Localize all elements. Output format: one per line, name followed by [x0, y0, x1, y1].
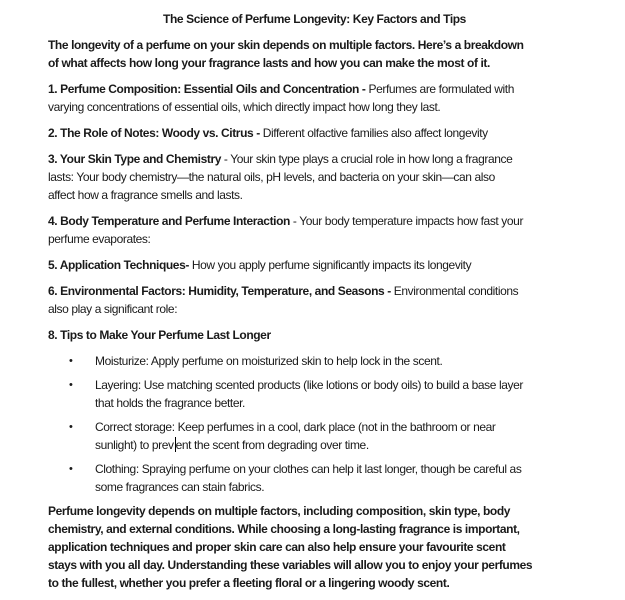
bold-text: 2. The Role of Notes: Woody vs. Citrus - — [48, 126, 260, 140]
text-line — [95, 376, 581, 394]
text-line — [48, 186, 581, 204]
bold-text: chemistry, and external conditions. While choosing a long-lasting fragrance is important, — [48, 522, 520, 536]
text-line — [48, 502, 581, 520]
body-text: perfume evaporates: — [48, 232, 151, 246]
list-item — [48, 418, 581, 454]
section-2-notes — [48, 124, 581, 142]
text-line — [48, 300, 581, 318]
text-line — [48, 230, 581, 248]
document-body — [48, 36, 581, 592]
section-6-environment — [48, 282, 581, 318]
bold-text: 8. Tips to Make Your Perfume Last Longer — [48, 328, 271, 342]
text-line — [48, 98, 581, 116]
list-item — [48, 460, 581, 496]
body-text: Clothing: Spraying perfume on your clothes can help it last longer, though be careful as — [95, 462, 522, 476]
list-item — [48, 352, 581, 370]
body-text: varying concentrations of essential oils, which directly impact how long they last. — [48, 100, 441, 114]
bullet-icon: • — [69, 379, 73, 391]
text-line — [48, 36, 581, 54]
text-line — [95, 460, 581, 478]
body-text: Correct storage: Keep perfumes in a cool, dark place (not in the bathroom or near — [95, 420, 496, 434]
bold-text: The longevity of a perfume on your skin depends on multiple factors. Here’s a breakdown — [48, 38, 524, 52]
bullet-icon: • — [69, 463, 73, 475]
section-3-skin-type — [48, 150, 581, 204]
body-text: - Your skin type plays a crucial role in how long a fragrance — [221, 152, 513, 166]
text-line — [48, 212, 581, 230]
text-line — [95, 478, 581, 496]
text-line — [95, 418, 581, 436]
body-text: sunlight) to prev — [95, 438, 174, 452]
bullet-icon: • — [69, 355, 73, 367]
document-title: The Science of Perfume Longevity: Key Factors and Tips — [163, 12, 466, 26]
bold-text: 3. Your Skin Type and Chemistry — [48, 152, 221, 166]
text-line — [48, 282, 581, 300]
body-text: also play a significant role: — [48, 302, 178, 316]
body-text: - Your body temperature impacts how fast your — [289, 214, 524, 228]
body-text: ent the scent from degrading over time. — [175, 438, 369, 452]
tips-list — [48, 352, 581, 496]
body-text: some fragrances can stain fabrics. — [95, 480, 265, 494]
bold-text: 4. Body Temperature and Perfume Interaction — [48, 214, 290, 228]
text-line — [48, 150, 581, 168]
body-text: Moisturize: Apply perfume on moisturized skin to help lock in the scent. — [95, 354, 443, 368]
body-text: How you apply perfume significantly impacts its longevity — [188, 258, 472, 272]
body-text: Perfumes are formulated with — [365, 82, 514, 96]
text-line — [95, 436, 581, 454]
list-item — [48, 376, 581, 412]
text-line — [48, 54, 581, 72]
text-line — [48, 556, 581, 574]
body-text: Environmental conditions — [390, 284, 519, 298]
text-line — [48, 326, 581, 344]
text-line — [48, 520, 581, 538]
section-8-tips-heading — [48, 326, 581, 344]
text-line — [48, 168, 581, 186]
body-text: Layering: Use matching scented products (like lotions or body oils) to build a base layer — [95, 378, 523, 392]
section-5-application — [48, 256, 581, 274]
text-line — [48, 574, 581, 592]
body-text: lasts: Your body chemistry—the natural oils, pH levels, and bacteria on your skin—can also — [48, 170, 495, 184]
intro-paragraph — [48, 36, 581, 72]
bold-text: 5. Application Techniques- — [48, 258, 189, 272]
text-line — [48, 538, 581, 556]
conclusion-paragraph — [48, 502, 581, 592]
bold-text: 1. Perfume Composition: Essential Oils and Concentration - — [48, 82, 366, 96]
text-line — [48, 124, 581, 142]
text-line — [48, 256, 581, 274]
bold-text: of what affects how long your fragrance lasts and how you can make the most of it. — [48, 56, 490, 70]
text-line — [95, 394, 581, 412]
bold-text: application techniques and proper skin care can also help ensure your favourite scent — [48, 540, 506, 554]
bold-text: 6. Environmental Factors: Humidity, Temperature, and Seasons - — [48, 284, 391, 298]
bold-text: Perfume longevity depends on multiple factors, including composition, skin type, body — [48, 504, 511, 518]
bullet-icon: • — [69, 421, 73, 433]
text-line — [48, 80, 581, 98]
body-text: Different olfactive families also affect longevity — [259, 126, 488, 140]
section-4-body-temperature — [48, 212, 581, 248]
section-1-composition — [48, 80, 581, 116]
body-text: affect how a fragrance smells and lasts. — [48, 188, 243, 202]
bold-text: to the fullest, whether you prefer a fleeting floral or a lingering woody scent. — [48, 576, 450, 590]
bold-text: stays with you all day. Understanding these variables will allow you to enjoy your perfumes — [48, 558, 533, 572]
text-line — [95, 352, 581, 370]
body-text: that holds the fragrance better. — [95, 396, 245, 410]
